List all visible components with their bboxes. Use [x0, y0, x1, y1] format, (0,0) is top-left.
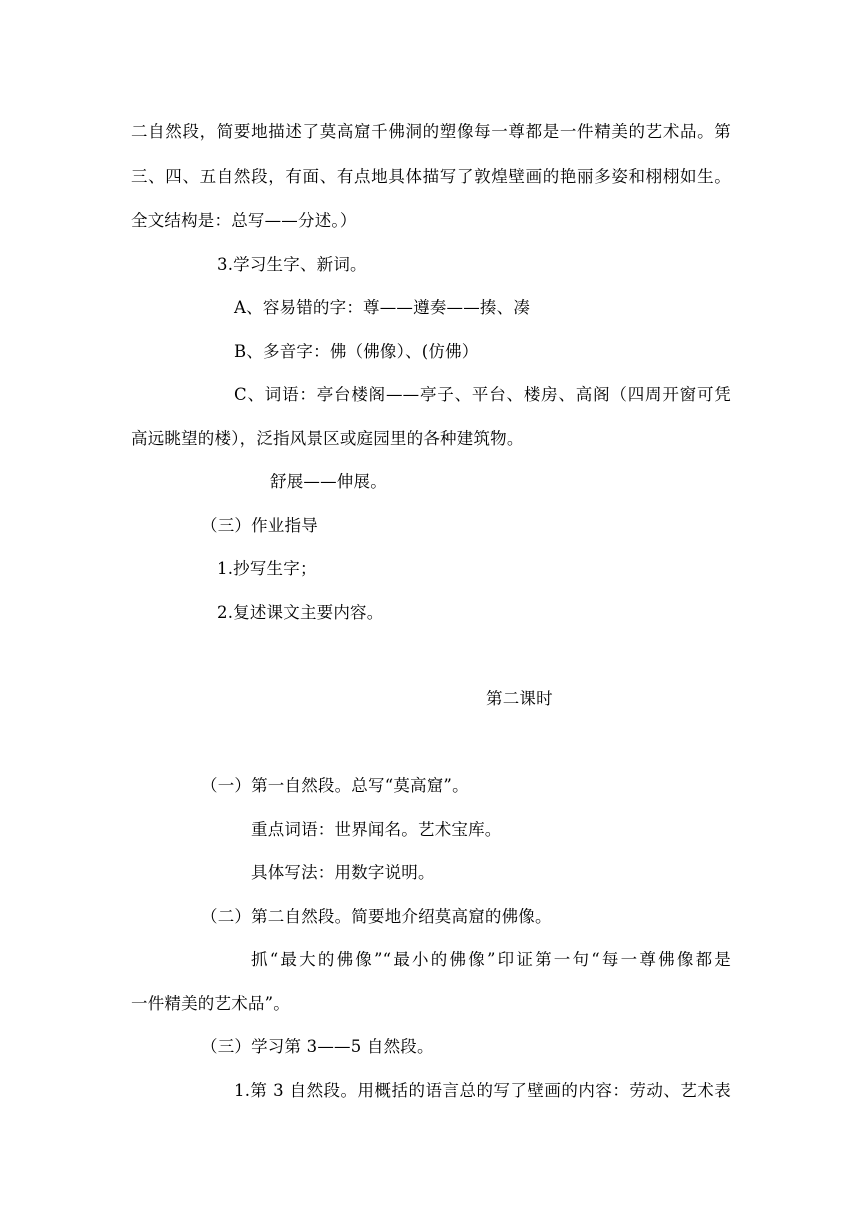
section-heading: （二）第二自然段。简要地介绍莫高窟的佛像。 — [201, 907, 552, 926]
section-heading: （一）第一自然段。总写“莫高窟”。 — [201, 776, 469, 795]
paragraph-line: 高远眺望的楼），泛指风景区或庭园里的各种建筑物。 — [131, 429, 524, 448]
section-heading: （三）学习第 3——5 自然段。 — [201, 1037, 434, 1056]
list-item: 1.第 3 自然段。用概括的语言总的写了壁画的内容：劳动、艺术表 — [234, 1081, 731, 1100]
paragraph-line: 全文结构是：总写——分述。） — [131, 211, 357, 230]
list-item: 2.复述课文主要内容。 — [217, 603, 384, 622]
section-heading: （三）作业指导 — [201, 516, 318, 535]
paragraph-line: 抓“最大的佛像”“最小的佛像”印证第一句“每一尊佛像都是 — [251, 950, 731, 969]
paragraph-line: 三、四、五自然段，有面、有点地具体描写了敦煌壁画的艳丽多姿和栩栩如生。 — [131, 167, 731, 186]
list-item: B、多音字：佛（佛像）、(仿佛） — [234, 342, 479, 361]
list-item: A、容易错的字：尊——遵奏——揍、凑 — [234, 298, 531, 317]
list-item: C、词语：亭台楼阁——亭子、平台、楼房、高阁（四周开窗可凭 — [234, 385, 731, 404]
paragraph-line: 一件精美的艺术品”。 — [131, 994, 290, 1013]
paragraph-line: 二自然段，简要地描述了莫高窟千佛洞的塑像每一尊都是一件精美的艺术品。第 — [131, 122, 731, 141]
list-item: 1.抄写生字； — [217, 559, 317, 578]
list-item: 3.学习生字、新词。 — [217, 255, 367, 274]
lesson-title: 第二课时 — [486, 689, 553, 708]
paragraph-line: 具体写法：用数字说明。 — [251, 863, 435, 882]
paragraph-line: 重点词语：世界闻名。艺术宝库。 — [251, 820, 502, 839]
paragraph-line: 舒展——伸展。 — [270, 472, 387, 491]
